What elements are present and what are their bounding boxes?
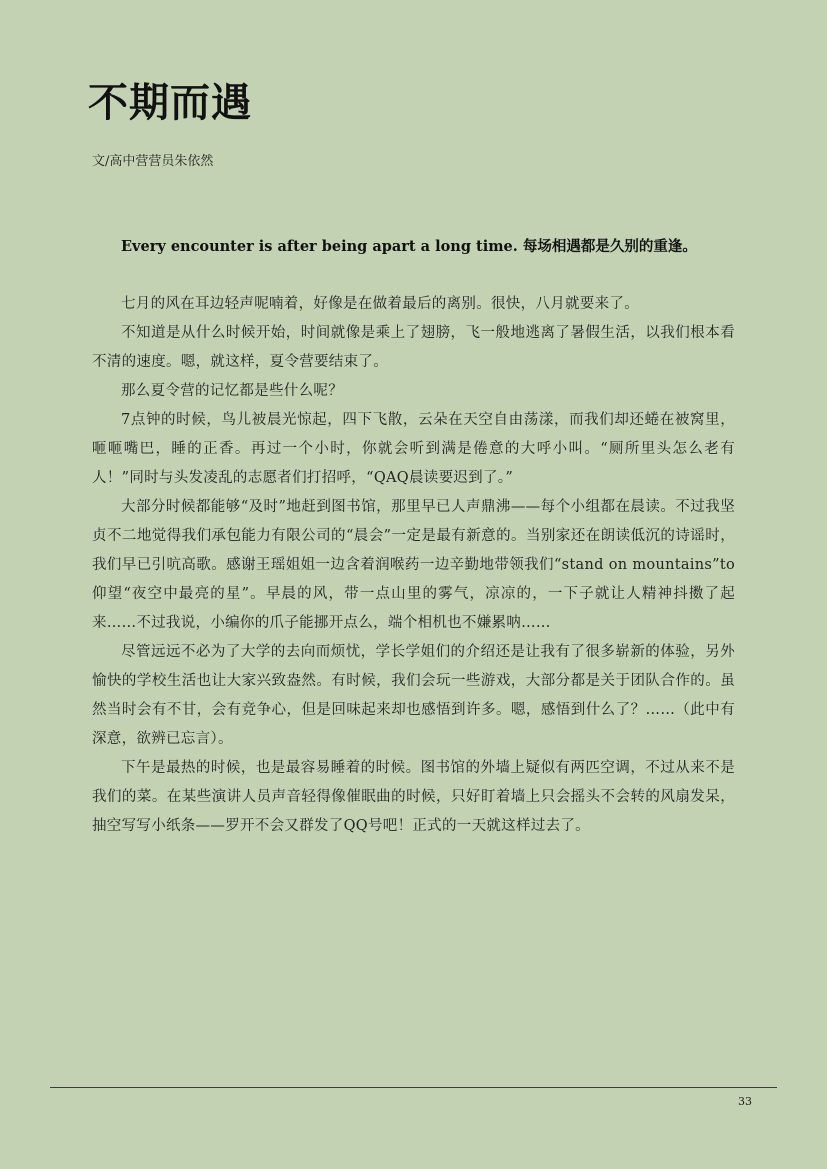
body-paragraph: 那么夏令营的记忆都是些什么呢？ <box>121 383 343 399</box>
footer-divider <box>50 1087 777 1088</box>
epigraph: Every encounter is after being apart a long time. 每场相遇都是久别的重逢。 <box>121 238 697 255</box>
author-byline: 文/高中营营员朱依然 <box>92 154 214 169</box>
body-paragraph: 不知道是从什么时候开始，时间就像是乘上了翅膀，飞一般地逃离了暑假生活，以我们根本看不清的速度。嗯，就这样，夏令营要结束了。 <box>92 325 735 370</box>
body-paragraph: 七月的风在耳边轻声呢喃着，好像是在做着最后的离别。很快，八月就要来了。 <box>121 296 639 312</box>
body-paragraph: 尽管远远不必为了大学的去向而烦忧，学长学姐们的介绍还是让我有了很多崭新的体验，另外愉快的学校生活也让大家兴致盎然。有时候，我们会玩一些游戏，大部分都是关于团队合作的。虽然当时会有不甘，会有竞争心，但是回味起来却也感悟到许多。嗯，感悟到什么了？……（此中有深意，欲辨已忘言）。 <box>92 644 735 747</box>
body-paragraph: 大部分时候都能够“及时”地赶到图书馆，那里早已人声鼎沸——每个小组都在晨读。不过我坚贞不二地觉得我们承包能力有限公司的“晨会”一定是最有新意的。当别家还在朗读低沉的诗谣时，我们早已引吭高歌。感谢王瑶姐姐一边含着润喉药一边辛勤地带领我们“stand on mountains”to 仰望“夜空中最亮的星”。早晨的风，带一点山里的雾气，凉凉的，一下子就让人精神抖擞了起来…...不过我说，小编你的爪子能挪开点么，端个相机也不嫌累呐…… <box>92 499 735 631</box>
article-body <box>92 290 735 841</box>
body-paragraph: 下午是最热的时候，也是最容易睡着的时候。图书馆的外墙上疑似有两匹空调，不过从来不是我们的菜。在某些演讲人员声音轻得像催眠曲的时候，只好盯着墙上只会摇头不会转的风扇发呆，抽空写写小纸条——罗开不会又群发了QQ号吧！正式的一天就这样过去了。 <box>92 760 735 834</box>
article-title: 不期而遇 <box>88 79 252 126</box>
body-paragraph: 7点钟的时候，鸟儿被晨光惊起，四下飞散，云朵在天空自由荡漾，而我们却还蜷在被窝里，咂咂嘴巴，睡的正香。再过一个小时，你就会听到满是倦意的大呼小叫。“厕所里头怎么老有人！”同时与头发凌乱的志愿者们打招呼，“QAQ晨读要迟到了。” <box>92 412 735 486</box>
page-number: 33 <box>738 1095 752 1108</box>
